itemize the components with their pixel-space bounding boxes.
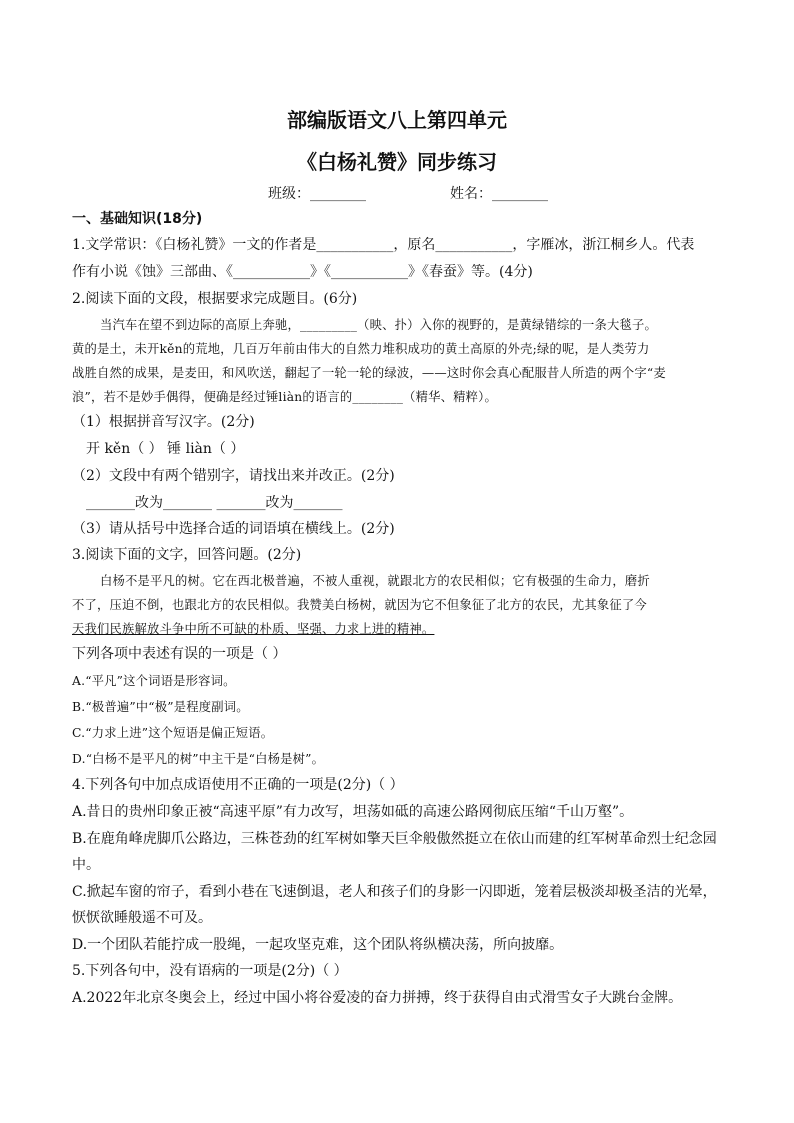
sub-question-3: （3）请从括号中选择合适的词语填在横线上。(2分) — [72, 521, 395, 537]
question-4-stem: 4.下列各句中加点成语使用不正确的一项是(2分)（ ） — [72, 777, 404, 793]
passage-1-line-2: 黄的是土，未开kěn的荒地，几百万年前由伟大的自然力堆积成功的黄土高原的外壳;绿的呢，是人类劳力 — [72, 342, 650, 356]
page-subtitle: 《白杨礼赞》同步练习 — [297, 150, 497, 174]
question-2-prompt: 2.阅读下面的文段，根据要求完成题目。(6分) — [72, 291, 358, 307]
question-3-prompt: 3.阅读下面的文字，回答问题。(2分) — [72, 547, 302, 563]
passage-2-line-2: 不了，压迫不倒，也跟北方的农民相似。我赞美白杨树，就因为它不但象征了北方的农民，尤其象征了今 — [72, 598, 647, 612]
option-b: B.“极普遍”中“极”是程度副词。 — [72, 700, 249, 714]
question-1-line-1: 1.文学常识：《白杨礼赞》一文的作者是___________，原名___________，字雁冰，浙江桐乡人。代表 — [72, 237, 695, 253]
question-1-line-2: 作有小说《蚀》三部曲、《___________》《___________》《春蚕》等。(4分) — [72, 264, 533, 280]
pinyin-answers: 开 kěn（ ） 锤 liàn（ ） — [86, 441, 245, 457]
passage-1-line-1: 当汽车在望不到边际的高原上奔驰，_________（映、扑）入你的视野的，是黄绿错综的一条大毯子。 — [100, 318, 658, 332]
q4-option-b-line-1: B.在鹿角峰虎脚爪公路边，三株苍劲的红军树如擎天巨伞般傲然挺立在依山而建的红军树革命烈士纪念园 — [72, 831, 717, 847]
question-3-stem: 下列各项中表述有误的一项是（ ） — [72, 646, 287, 662]
q4-option-b-line-2: 中。 — [72, 857, 100, 873]
passage-2-line-1: 白杨不是平凡的树。它在西北极普遍，不被人重视，就跟北方的农民相似；它有极强的生命力，磨折 — [100, 574, 650, 588]
q4-option-c-line-1: C.掀起车窗的帘子，看到小巷在飞速倒退，老人和孩子们的身影一闪即逝，笼着层极淡却极圣洁的光晕， — [72, 884, 717, 900]
passage-1-line-3: 战胜自然的成果，是麦田，和风吹送，翻起了一轮一轮的绿波，——这时你会真心配服昔人所造的两个字“麦 — [72, 366, 666, 380]
page-title: 部编版语文八上第四单元 — [287, 108, 507, 132]
option-c: C.“力求上进”这个短语是偏正短语。 — [72, 726, 274, 740]
sub-question-1: （1）根据拼音写汉字。(2分) — [72, 414, 255, 430]
q4-option-d: D.一个团队若能拧成一股绳，一起攻坚克难，这个团队将纵横决荡，所向披靡。 — [72, 937, 564, 953]
option-d: D.“白杨不是平凡的树”中主干是“白杨是树”。 — [72, 752, 325, 766]
correction-blanks: _______改为_______ _______改为_______ — [86, 495, 343, 511]
q5-option-a: A.2022年北京冬奥会上，经过中国小将谷爱凌的奋力拼搏，终于获得自由式滑雪女子大跳台金牌。 — [72, 990, 683, 1006]
sub-question-2: （2）文段中有两个错别字，请找出来并改正。(2分) — [72, 468, 395, 484]
section-heading: 一、基础知识(18分) — [72, 211, 203, 227]
passage-1-line-4: 浪”，若不是妙手偶得，便确是经过锤liàn的语言的________（精华、精粹）。 — [72, 390, 497, 404]
name-field: 姓名：________ — [450, 186, 548, 202]
q4-option-a: A.昔日的贵州印象正被“高速平原”有力改写，坦荡如砥的高速公路网彻底压缩“千山万壑”。 — [72, 804, 634, 820]
option-a: A.“平凡”这个词语是形容词。 — [72, 674, 236, 688]
q4-option-c-line-2: 恹恹欲睡般遥不可及。 — [72, 910, 212, 926]
question-5-stem: 5.下列各句中，没有语病的一项是(2分)（ ） — [72, 963, 348, 979]
class-field: 班级：________ — [268, 186, 366, 202]
passage-2-line-3: 天我们民族解放斗争中所不可缺的朴质、坚强、力求上进的精神。 — [72, 622, 435, 636]
